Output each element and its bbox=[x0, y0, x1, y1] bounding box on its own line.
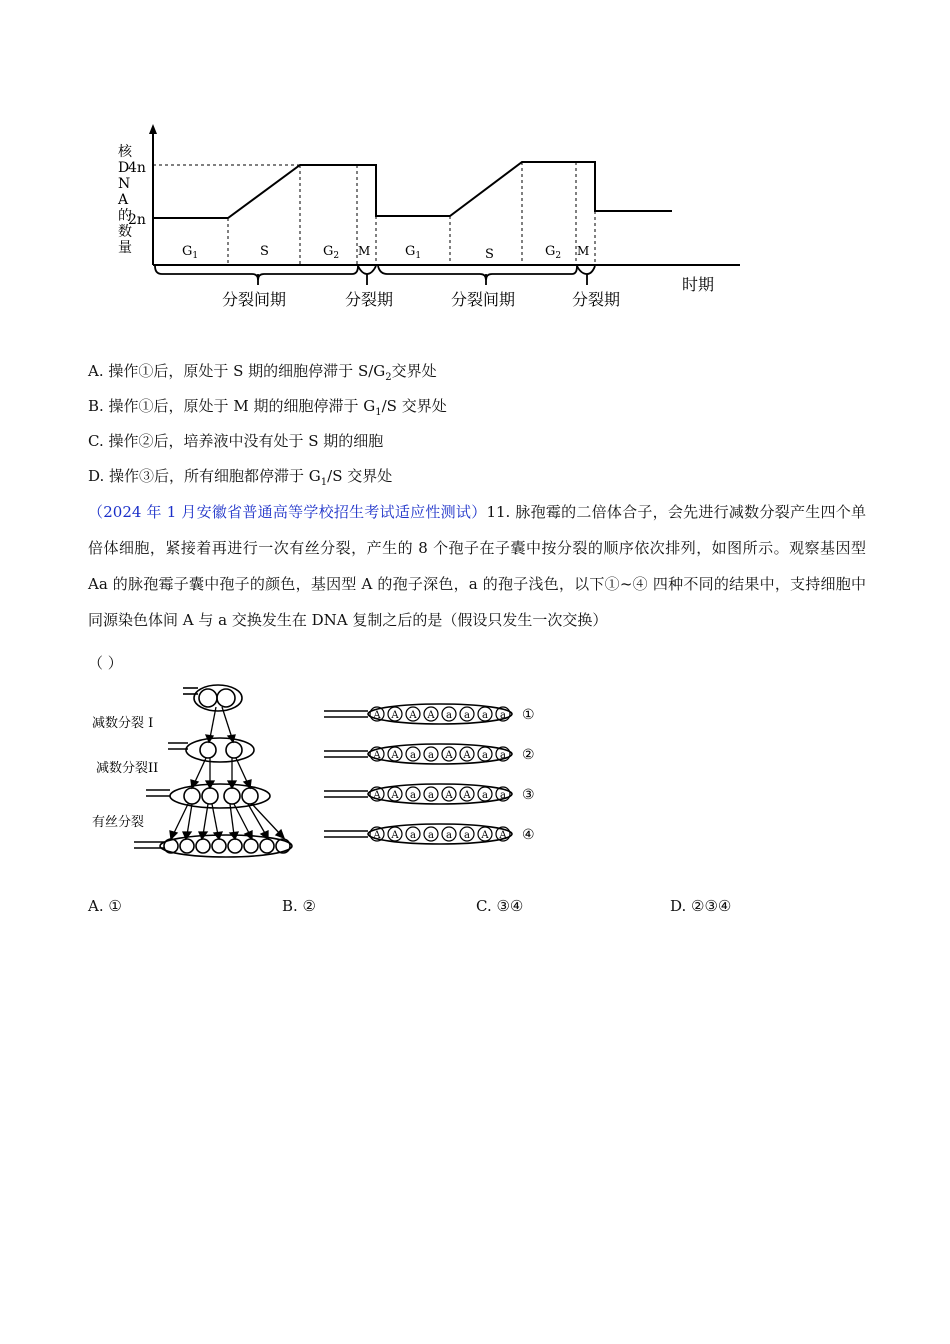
option-b-q11: B. ② bbox=[282, 897, 317, 915]
ascus-number: ② bbox=[522, 747, 535, 763]
ascus-4 bbox=[324, 824, 535, 844]
phase-m-2: M bbox=[577, 244, 590, 258]
spore-label: a bbox=[446, 710, 452, 721]
dna-content-graph bbox=[100, 120, 740, 320]
answer-bracket: （ ） bbox=[88, 654, 123, 672]
spore-label: a bbox=[410, 830, 416, 841]
spore-label: a bbox=[410, 790, 416, 801]
phase-g1-2: $G_1$ bbox=[405, 244, 422, 261]
spore-label: a bbox=[482, 790, 488, 801]
spore-label: A bbox=[373, 790, 381, 801]
phase-g1-1: $G_1$ bbox=[182, 244, 199, 261]
stage-label-meiosis-2: 减数分裂II bbox=[96, 761, 159, 776]
question-text: 11. 脉孢霉的二倍体合子，会先进行减数分裂产生四个单倍体细胞，紧接着再进行一次有丝分裂，产生的 8 个孢子在子囊中按分裂的顺序依次排列，如图所示。观察基因型 Aa 的脉孢霉子囊中孢子的颜色，基因型 A 的孢子深色，a 的孢子浅色，以下①~④ 四种不同的结果中，支持细胞中同源染色体间 A 与 a 交换发生在 DNA 复制之后的是（假设只发生一次交换） bbox=[88, 503, 866, 629]
option-a-q11: A. ① bbox=[88, 897, 122, 915]
spore-label: A bbox=[445, 750, 453, 761]
graph-x-label: 时期 bbox=[682, 275, 715, 294]
spore-label: A bbox=[427, 710, 435, 721]
spore-label: a bbox=[500, 750, 506, 761]
phase-g2-2: $G_2$ bbox=[545, 244, 562, 261]
stage-label-meiosis-1: 减数分裂 I bbox=[92, 716, 154, 731]
y-tick-2n: 2n bbox=[128, 212, 146, 228]
spore-label: A bbox=[391, 710, 399, 721]
spore-label: A bbox=[391, 830, 399, 841]
spore-label: a bbox=[428, 830, 434, 841]
question-source: （2024 年 1 月安徽省普通高等学校招生考试适应性测试） bbox=[88, 503, 487, 521]
stage-label-mitosis: 有丝分裂 bbox=[92, 815, 145, 830]
phase-s-1: S bbox=[260, 244, 269, 259]
spore-label: A bbox=[373, 750, 381, 761]
y-tick-4n: 4n bbox=[128, 160, 146, 176]
spore-label: a bbox=[410, 750, 416, 761]
spore-label: a bbox=[482, 710, 488, 721]
phase-s-2: S bbox=[485, 247, 494, 262]
option-b-q10: B. 操作①后，原处于 M 期的细胞停滞于 $G_1/S$ 交界处 bbox=[88, 397, 447, 418]
option-c-q10: C. 操作②后，培养液中没有处于 S 期的细胞 bbox=[88, 432, 384, 450]
spore-label: A bbox=[463, 750, 471, 761]
ascus-3 bbox=[324, 784, 535, 804]
phase-g2-1: $G_2$ bbox=[323, 244, 340, 261]
spore-label: A bbox=[373, 830, 381, 841]
spore-label: A bbox=[391, 750, 399, 761]
dna-curve bbox=[153, 162, 672, 218]
group-label-interphase-1: 分裂间期 bbox=[222, 290, 287, 309]
question-11 bbox=[88, 494, 866, 638]
spore-label: a bbox=[464, 710, 470, 721]
ascus-results bbox=[322, 696, 552, 856]
group-label-division-1: 分裂期 bbox=[345, 290, 394, 309]
spore-label: a bbox=[428, 790, 434, 801]
spore-label: A bbox=[409, 710, 417, 721]
ascus-number: ④ bbox=[522, 827, 535, 843]
spore-label: A bbox=[481, 830, 489, 841]
ascus-1 bbox=[324, 704, 535, 724]
spore-label: a bbox=[500, 710, 506, 721]
option-a-q10: A. 操作①后，原处于 S 期的细胞停滞于 $S/G_2$交界处 bbox=[88, 362, 437, 383]
spore-label: a bbox=[464, 830, 470, 841]
spore-label: a bbox=[428, 750, 434, 761]
option-d-q11: D. ②③④ bbox=[670, 897, 732, 915]
spore-label: A bbox=[373, 710, 381, 721]
spore-label: a bbox=[446, 830, 452, 841]
group-label-division-2: 分裂期 bbox=[572, 290, 621, 309]
spore-label: A bbox=[463, 790, 471, 801]
group-label-interphase-2: 分裂间期 bbox=[451, 290, 516, 309]
phase-m-1: M bbox=[358, 244, 371, 258]
ascus-formation-diagram bbox=[88, 680, 298, 860]
graph-y-label: 核 D N A 的数量 bbox=[118, 144, 132, 256]
spore-label: A bbox=[391, 790, 399, 801]
ascus-2 bbox=[324, 744, 535, 764]
ascus-number: ③ bbox=[522, 787, 535, 803]
spore-label: A bbox=[499, 830, 507, 841]
spore-label: A bbox=[445, 790, 453, 801]
option-c-q11: C. ③④ bbox=[476, 897, 524, 915]
spore-label: a bbox=[482, 750, 488, 761]
ascus-number: ① bbox=[522, 707, 535, 723]
spore-label: a bbox=[500, 790, 506, 801]
option-d-q10: D. 操作③后，所有细胞都停滞于 $G_1/S$ 交界处 bbox=[88, 467, 393, 488]
